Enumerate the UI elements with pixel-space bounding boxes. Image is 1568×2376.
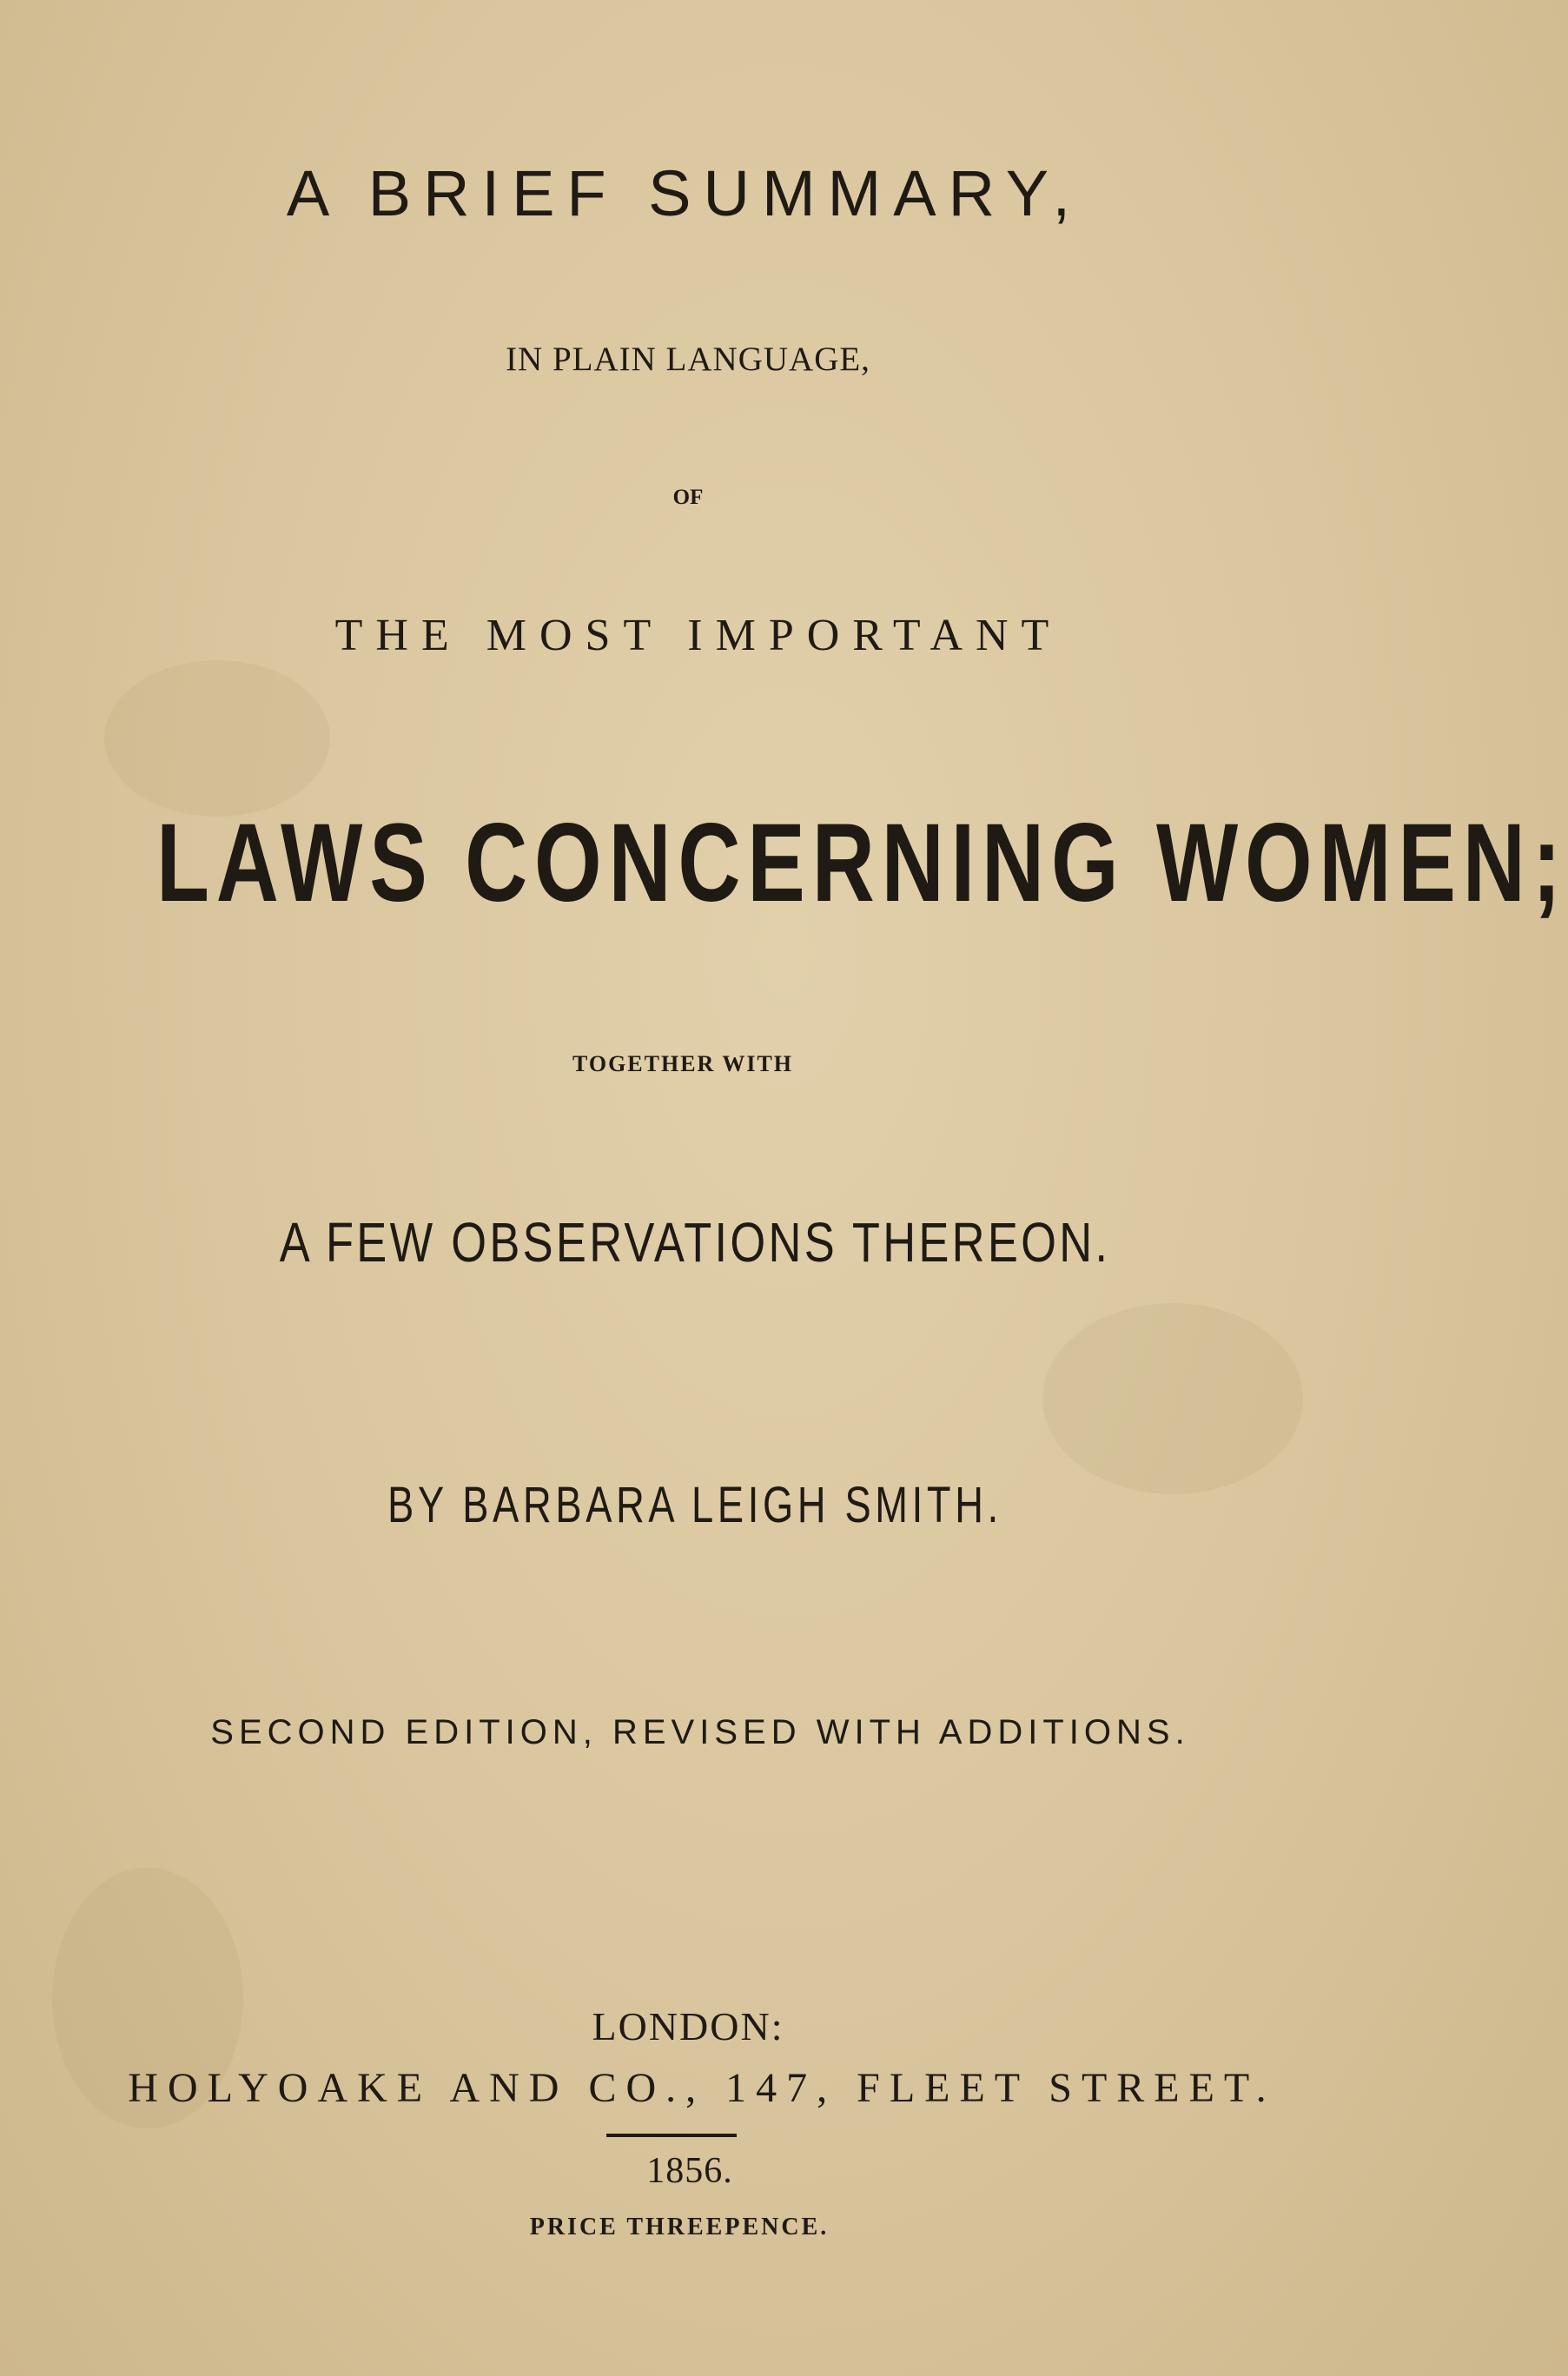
subtitle-of: OF — [672, 486, 704, 509]
imprint-publisher: HOLYOAKE AND CO., 147, FLEET STREET. — [128, 2065, 1276, 2111]
connector-together-with: TOGETHER WITH — [572, 1051, 794, 1076]
imprint-year: 1856. — [646, 2151, 733, 2191]
paper-stain — [104, 660, 330, 817]
subtitle-observations: A FEW OBSERVATIONS THEREON. — [279, 1211, 1111, 1274]
imprint-price: PRICE THREEPENCE. — [529, 2214, 830, 2240]
main-title-laws-concerning-women: LAWS CONCERNING WOMEN; — [156, 801, 1568, 925]
subtitle-most-important: THE MOST IMPORTANT — [334, 611, 1062, 660]
title-brief-summary: A BRIEF SUMMARY, — [286, 157, 1083, 229]
imprint-rule — [606, 2134, 737, 2137]
paper-stain — [1042, 1303, 1303, 1494]
edition-statement: SECOND EDITION, REVISED WITH ADDITIONS. — [210, 1713, 1190, 1751]
author-byline: BY BARBARA LEIGH SMITH. — [387, 1477, 1002, 1533]
subtitle-plain-language: IN PLAIN LANGUAGE, — [506, 341, 870, 378]
imprint-city: LONDON: — [592, 2004, 784, 2048]
